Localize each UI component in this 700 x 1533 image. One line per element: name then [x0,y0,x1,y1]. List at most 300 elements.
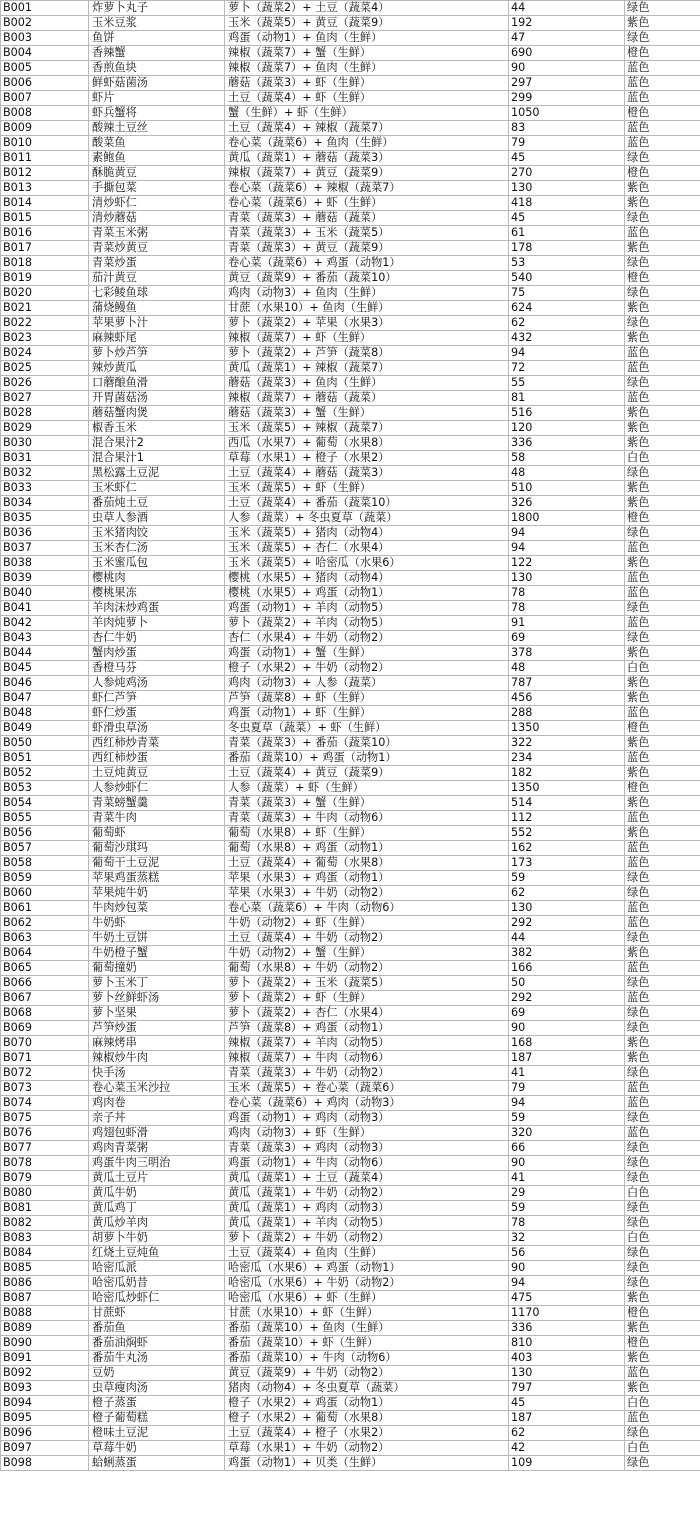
recipe-name-cell: 鲜虾菇菌汤 [89,76,225,91]
ingredients-cell: 番茄（蔬菜10）+ 牛肉（动物6） [225,1351,509,1366]
recipe-name-cell: 甘蔗虾 [89,1306,225,1321]
price-cell: 1800 [509,511,625,526]
ingredients-cell: 辣椒（蔬菜7）+ 羊肉（动物5） [225,1036,509,1051]
rarity-color-cell: 蓝色 [625,76,700,91]
rarity-color-cell: 紫色 [625,196,700,211]
table-row [1,1111,700,1126]
table-row [1,346,700,361]
recipe-name-cell: 草莓牛奶 [89,1441,225,1456]
recipe-name-cell: 虾滑虫草汤 [89,721,225,736]
table-row [1,1066,700,1081]
price-cell: 475 [509,1291,625,1306]
recipe-id-cell: B044 [1,646,89,661]
ingredients-cell: 玉米（蔬菜5）+ 虾（生鲜） [225,481,509,496]
ingredients-cell: 哈密瓜（水果6）+ 鸡蛋（动物1） [225,1261,509,1276]
recipe-id-cell: B018 [1,256,89,271]
ingredients-cell: 芦笋（蔬菜8）+ 鸡蛋（动物1） [225,1021,509,1036]
table-row [1,721,700,736]
rarity-color-cell: 蓝色 [625,136,700,151]
rarity-color-cell: 蓝色 [625,616,700,631]
rarity-color-cell: 蓝色 [625,1366,700,1381]
rarity-color-cell: 紫色 [625,436,700,451]
recipe-table-body [1,1,700,1471]
ingredients-cell: 卷心菜（蔬菜6）+ 鸡蛋（动物1） [225,256,509,271]
table-row [1,1081,700,1096]
ingredients-cell: 黄豆（蔬菜9）+ 番茄（蔬菜10） [225,271,509,286]
recipe-name-cell: 橙子蒸蛋 [89,1396,225,1411]
recipe-id-cell: B057 [1,841,89,856]
table-row [1,1396,700,1411]
ingredients-cell: 青菜（蔬菜3）+ 鸡肉（动物3） [225,1141,509,1156]
ingredients-cell: 萝卜（蔬菜2）+ 羊肉（动物5） [225,616,509,631]
recipe-name-cell: 蟹肉炒蛋 [89,646,225,661]
rarity-color-cell: 绿色 [625,1201,700,1216]
recipe-id-cell: B053 [1,781,89,796]
price-cell: 75 [509,286,625,301]
price-cell: 79 [509,1081,625,1096]
ingredients-cell: 芦笋（蔬菜8）+ 虾（生鲜） [225,691,509,706]
price-cell: 90 [509,1261,625,1276]
ingredients-cell: 辣椒（蔬菜7）+ 蘑菇（蔬菜） [225,391,509,406]
recipe-id-cell: B081 [1,1201,89,1216]
price-cell: 94 [509,346,625,361]
rarity-color-cell: 绿色 [625,151,700,166]
recipe-id-cell: B035 [1,511,89,526]
ingredients-cell: 苹果（水果3）+ 鸡蛋（动物1） [225,871,509,886]
price-cell: 320 [509,1126,625,1141]
recipe-id-cell: B021 [1,301,89,316]
recipe-id-cell: B039 [1,571,89,586]
recipe-id-cell: B001 [1,1,89,16]
rarity-color-cell: 蓝色 [625,571,700,586]
ingredients-cell: 辣椒（蔬菜7）+ 牛肉（动物6） [225,1051,509,1066]
rarity-color-cell: 橙色 [625,46,700,61]
rarity-color-cell: 蓝色 [625,901,700,916]
ingredients-cell: 玉米（蔬菜5）+ 黄豆（蔬菜9） [225,16,509,31]
rarity-color-cell: 绿色 [625,1141,700,1156]
recipe-name-cell: 葡萄干土豆泥 [89,856,225,871]
rarity-color-cell: 蓝色 [625,361,700,376]
price-cell: 192 [509,16,625,31]
table-row [1,406,700,421]
ingredients-cell: 葡萄（水果8）+ 牛奶（动物2） [225,961,509,976]
ingredients-cell: 土豆（蔬菜4）+ 牛奶（动物2） [225,931,509,946]
recipe-name-cell: 苹果萝卜汁 [89,316,225,331]
table-row [1,466,700,481]
recipe-id-cell: B038 [1,556,89,571]
recipe-id-cell: B014 [1,196,89,211]
recipe-name-cell: 椒香玉米 [89,421,225,436]
recipe-id-cell: B036 [1,526,89,541]
rarity-color-cell: 蓝色 [625,91,700,106]
rarity-color-cell: 紫色 [625,946,700,961]
rarity-color-cell: 绿色 [625,286,700,301]
price-cell: 299 [509,91,625,106]
recipe-name-cell: 亲子丼 [89,1111,225,1126]
recipe-id-cell: B009 [1,121,89,136]
recipe-name-cell: 橙味土豆泥 [89,1426,225,1441]
rarity-color-cell: 橙色 [625,511,700,526]
table-row [1,361,700,376]
table-row [1,16,700,31]
ingredients-cell: 卷心菜（蔬菜6）+ 鸡肉（动物3） [225,1096,509,1111]
rarity-color-cell: 白色 [625,451,700,466]
table-row [1,901,700,916]
rarity-color-cell: 绿色 [625,1276,700,1291]
rarity-color-cell: 白色 [625,1441,700,1456]
recipe-id-cell: B072 [1,1066,89,1081]
price-cell: 797 [509,1381,625,1396]
ingredients-cell: 番茄（蔬菜10）+ 虾（生鲜） [225,1336,509,1351]
recipe-id-cell: B070 [1,1036,89,1051]
table-row [1,826,700,841]
rarity-color-cell: 绿色 [625,1156,700,1171]
ingredients-cell: 青菜（蔬菜3）+ 番茄（蔬菜10） [225,736,509,751]
recipe-name-cell: 牛奶土豆饼 [89,931,225,946]
price-cell: 50 [509,976,625,991]
ingredients-cell: 萝卜（蔬菜2）+ 牛奶（动物2） [225,1231,509,1246]
table-row [1,781,700,796]
recipe-name-cell: 土豆炖黄豆 [89,766,225,781]
recipe-id-cell: B054 [1,796,89,811]
recipe-name-cell: 樱桃果冻 [89,586,225,601]
table-row [1,1006,700,1021]
recipe-id-cell: B056 [1,826,89,841]
recipe-id-cell: B083 [1,1231,89,1246]
rarity-color-cell: 白色 [625,661,700,676]
recipe-id-cell: B094 [1,1396,89,1411]
table-row [1,751,700,766]
recipe-name-cell: 玉米虾仁 [89,481,225,496]
table-row [1,856,700,871]
recipe-id-cell: B061 [1,901,89,916]
table-row [1,1276,700,1291]
table-row [1,691,700,706]
table-row [1,661,700,676]
price-cell: 810 [509,1336,625,1351]
table-row [1,886,700,901]
rarity-color-cell: 绿色 [625,976,700,991]
ingredients-cell: 青菜（蔬菜3）+ 蟹（生鲜） [225,796,509,811]
recipe-name-cell: 开胃菌菇汤 [89,391,225,406]
recipe-id-cell: B033 [1,481,89,496]
ingredients-cell: 萝卜（蔬菜2）+ 虾（生鲜） [225,991,509,1006]
price-cell: 1350 [509,721,625,736]
price-cell: 72 [509,361,625,376]
recipe-name-cell: 青菜炒黄豆 [89,241,225,256]
recipe-id-cell: B080 [1,1186,89,1201]
rarity-color-cell: 紫色 [625,826,700,841]
ingredients-cell: 鸡蛋（动物1）+ 蟹（生鲜） [225,646,509,661]
rarity-color-cell: 橙色 [625,721,700,736]
recipe-id-cell: B042 [1,616,89,631]
recipe-id-cell: B024 [1,346,89,361]
ingredients-cell: 青菜（蔬菜3）+ 牛肉（动物6） [225,811,509,826]
rarity-color-cell: 橙色 [625,1306,700,1321]
rarity-color-cell: 橙色 [625,781,700,796]
price-cell: 130 [509,1366,625,1381]
price-cell: 41 [509,1171,625,1186]
ingredients-cell: 冬虫夏草（蔬菜）+ 虾（生鲜） [225,721,509,736]
rarity-color-cell: 绿色 [625,1426,700,1441]
rarity-color-cell: 绿色 [625,1021,700,1036]
ingredients-cell: 土豆（蔬菜4）+ 橙子（水果2） [225,1426,509,1441]
table-row [1,706,700,721]
recipe-id-cell: B077 [1,1141,89,1156]
recipe-name-cell: 鸡肉青菜粥 [89,1141,225,1156]
ingredients-cell: 鸡蛋（动物1）+ 牛肉（动物6） [225,1156,509,1171]
table-row [1,1171,700,1186]
recipe-id-cell: B087 [1,1291,89,1306]
recipe-id-cell: B089 [1,1321,89,1336]
price-cell: 79 [509,136,625,151]
price-cell: 44 [509,1,625,16]
rarity-color-cell: 橙色 [625,1336,700,1351]
recipe-name-cell: 哈密瓜派 [89,1261,225,1276]
recipe-id-cell: B032 [1,466,89,481]
recipe-id-cell: B006 [1,76,89,91]
recipe-name-cell: 鸡蛋牛肉三明治 [89,1156,225,1171]
price-cell: 292 [509,991,625,1006]
ingredients-cell: 青菜（蔬菜3）+ 黄豆（蔬菜9） [225,241,509,256]
ingredients-cell: 黄瓜（蔬菜1）+ 牛奶（动物2） [225,1186,509,1201]
table-row [1,76,700,91]
recipe-id-cell: B093 [1,1381,89,1396]
ingredients-cell: 萝卜（蔬菜2）+ 玉米（蔬菜5） [225,976,509,991]
recipe-id-cell: B011 [1,151,89,166]
ingredients-cell: 橙子（水果2）+ 葡萄（水果8） [225,1411,509,1426]
price-cell: 94 [509,1096,625,1111]
table-row [1,811,700,826]
price-cell: 112 [509,811,625,826]
recipe-id-cell: B085 [1,1261,89,1276]
rarity-color-cell: 橙色 [625,271,700,286]
rarity-color-cell: 绿色 [625,316,700,331]
recipe-name-cell: 茄汁黄豆 [89,271,225,286]
price-cell: 78 [509,586,625,601]
price-cell: 66 [509,1141,625,1156]
recipe-id-cell: B040 [1,586,89,601]
recipe-name-cell: 香辣蟹 [89,46,225,61]
rarity-color-cell: 紫色 [625,691,700,706]
recipe-name-cell: 虾片 [89,91,225,106]
rarity-color-cell: 蓝色 [625,706,700,721]
recipe-name-cell: 西红柿炒蛋 [89,751,225,766]
recipe-name-cell: 番茄炖土豆 [89,496,225,511]
table-row [1,391,700,406]
rarity-color-cell: 绿色 [625,376,700,391]
ingredients-cell: 土豆（蔬菜4）+ 番茄（蔬菜10） [225,496,509,511]
price-cell: 83 [509,121,625,136]
price-cell: 326 [509,496,625,511]
price-cell: 168 [509,1036,625,1051]
price-cell: 90 [509,61,625,76]
ingredients-cell: 辣椒（蔬菜7）+ 虾（生鲜） [225,331,509,346]
table-row [1,166,700,181]
recipe-name-cell: 手撕包菜 [89,181,225,196]
table-row [1,1141,700,1156]
recipe-name-cell: 清炒蘑菇 [89,211,225,226]
recipe-id-cell: B075 [1,1111,89,1126]
table-row [1,1036,700,1051]
ingredients-cell: 鸡肉（动物3）+ 鱼肉（生鲜） [225,286,509,301]
ingredients-cell: 鸡肉（动物3）+ 人参（蔬菜） [225,676,509,691]
recipe-name-cell: 虾仁芦笋 [89,691,225,706]
price-cell: 81 [509,391,625,406]
recipe-name-cell: 萝卜炒芦笋 [89,346,225,361]
table-row [1,151,700,166]
rarity-color-cell: 绿色 [625,211,700,226]
price-cell: 56 [509,1246,625,1261]
rarity-color-cell: 绿色 [625,1111,700,1126]
recipe-id-cell: B045 [1,661,89,676]
recipe-id-cell: B071 [1,1051,89,1066]
price-cell: 48 [509,466,625,481]
rarity-color-cell: 蓝色 [625,586,700,601]
price-cell: 382 [509,946,625,961]
price-cell: 45 [509,1396,625,1411]
ingredients-cell: 土豆（蔬菜4）+ 辣椒（蔬菜7） [225,121,509,136]
price-cell: 552 [509,826,625,841]
recipe-name-cell: 黄瓜牛奶 [89,1186,225,1201]
ingredients-cell: 草莓（水果1）+ 橙子（水果2） [225,451,509,466]
rarity-color-cell: 紫色 [625,796,700,811]
table-row [1,1456,700,1471]
rarity-color-cell: 绿色 [625,931,700,946]
recipe-name-cell: 苹果炖牛奶 [89,886,225,901]
table-row [1,1351,700,1366]
price-cell: 120 [509,421,625,436]
price-cell: 173 [509,856,625,871]
table-row [1,541,700,556]
price-cell: 69 [509,631,625,646]
table-row [1,1231,700,1246]
rarity-color-cell: 绿色 [625,1,700,16]
ingredients-cell: 鸡蛋（动物1）+ 鱼肉（生鲜） [225,31,509,46]
recipe-id-cell: B004 [1,46,89,61]
recipe-name-cell: 口蘑酿鱼滑 [89,376,225,391]
table-row [1,1411,700,1426]
recipe-id-cell: B063 [1,931,89,946]
ingredients-cell: 樱桃（水果5）+ 猪肉（动物4） [225,571,509,586]
rarity-color-cell: 蓝色 [625,226,700,241]
table-row [1,511,700,526]
table-row [1,241,700,256]
table-row [1,586,700,601]
recipe-id-cell: B015 [1,211,89,226]
ingredients-cell: 牛奶（动物2）+ 蟹（生鲜） [225,946,509,961]
price-cell: 122 [509,556,625,571]
price-cell: 336 [509,436,625,451]
price-cell: 510 [509,481,625,496]
table-row [1,316,700,331]
recipe-id-cell: B022 [1,316,89,331]
price-cell: 94 [509,541,625,556]
table-row [1,1,700,16]
rarity-color-cell: 蓝色 [625,61,700,76]
recipe-id-cell: B047 [1,691,89,706]
ingredients-cell: 鸡肉（动物3）+ 虾（生鲜） [225,1126,509,1141]
table-row [1,1051,700,1066]
recipe-id-cell: B052 [1,766,89,781]
recipe-id-cell: B098 [1,1456,89,1471]
price-cell: 403 [509,1351,625,1366]
rarity-color-cell: 紫色 [625,421,700,436]
ingredients-cell: 橙子（水果2）+ 牛奶（动物2） [225,661,509,676]
recipe-id-cell: B092 [1,1366,89,1381]
recipe-name-cell: 卷心菜玉米沙拉 [89,1081,225,1096]
recipe-id-cell: B064 [1,946,89,961]
ingredients-cell: 土豆（蔬菜4）+ 虾（生鲜） [225,91,509,106]
rarity-color-cell: 紫色 [625,1351,700,1366]
recipe-name-cell: 牛奶橙子蟹 [89,946,225,961]
rarity-color-cell: 绿色 [625,1261,700,1276]
recipe-name-cell: 青菜炒蛋 [89,256,225,271]
price-cell: 109 [509,1456,625,1471]
price-cell: 166 [509,961,625,976]
table-row [1,1261,700,1276]
recipe-id-cell: B090 [1,1336,89,1351]
ingredients-cell: 黄瓜（蔬菜1）+ 土豆（蔬菜4） [225,1171,509,1186]
price-cell: 322 [509,736,625,751]
price-cell: 59 [509,1201,625,1216]
ingredients-cell: 玉米（蔬菜5）+ 猪肉（动物4） [225,526,509,541]
price-cell: 94 [509,526,625,541]
rarity-color-cell: 蓝色 [625,1096,700,1111]
ingredients-cell: 番茄（蔬菜10）+ 鱼肉（生鲜） [225,1321,509,1336]
table-row [1,1441,700,1456]
table-row [1,451,700,466]
ingredients-cell: 土豆（蔬菜4）+ 葡萄（水果8） [225,856,509,871]
recipe-name-cell: 黄瓜炒羊肉 [89,1216,225,1231]
rarity-color-cell: 紫色 [625,301,700,316]
ingredients-cell: 卷心菜（蔬菜6）+ 虾（生鲜） [225,196,509,211]
price-cell: 292 [509,916,625,931]
rarity-color-cell: 绿色 [625,1171,700,1186]
rarity-color-cell: 蓝色 [625,346,700,361]
table-row [1,1381,700,1396]
price-cell: 1350 [509,781,625,796]
table-row [1,871,700,886]
ingredients-cell: 萝卜（蔬菜2）+ 苹果（水果3） [225,316,509,331]
price-cell: 47 [509,31,625,46]
recipe-id-cell: B076 [1,1126,89,1141]
price-cell: 29 [509,1186,625,1201]
recipe-name-cell: 酸菜鱼 [89,136,225,151]
price-cell: 62 [509,316,625,331]
table-row [1,946,700,961]
recipe-name-cell: 快手汤 [89,1066,225,1081]
rarity-color-cell: 绿色 [625,1066,700,1081]
recipe-name-cell: 黄瓜土豆片 [89,1171,225,1186]
table-row [1,631,700,646]
recipe-id-cell: B073 [1,1081,89,1096]
rarity-color-cell: 蓝色 [625,991,700,1006]
recipe-name-cell: 清炒虾仁 [89,196,225,211]
rarity-color-cell: 绿色 [625,31,700,46]
recipe-name-cell: 葡萄撞奶 [89,961,225,976]
recipe-id-cell: B027 [1,391,89,406]
ingredients-cell: 鸡蛋（动物1）+ 虾（生鲜） [225,706,509,721]
recipe-id-cell: B013 [1,181,89,196]
price-cell: 1050 [509,106,625,121]
ingredients-cell: 蘑菇（蔬菜3）+ 蟹（生鲜） [225,406,509,421]
recipe-name-cell: 玉米杏仁汤 [89,541,225,556]
table-row [1,616,700,631]
price-cell: 48 [509,661,625,676]
rarity-color-cell: 紫色 [625,16,700,31]
table-row [1,421,700,436]
